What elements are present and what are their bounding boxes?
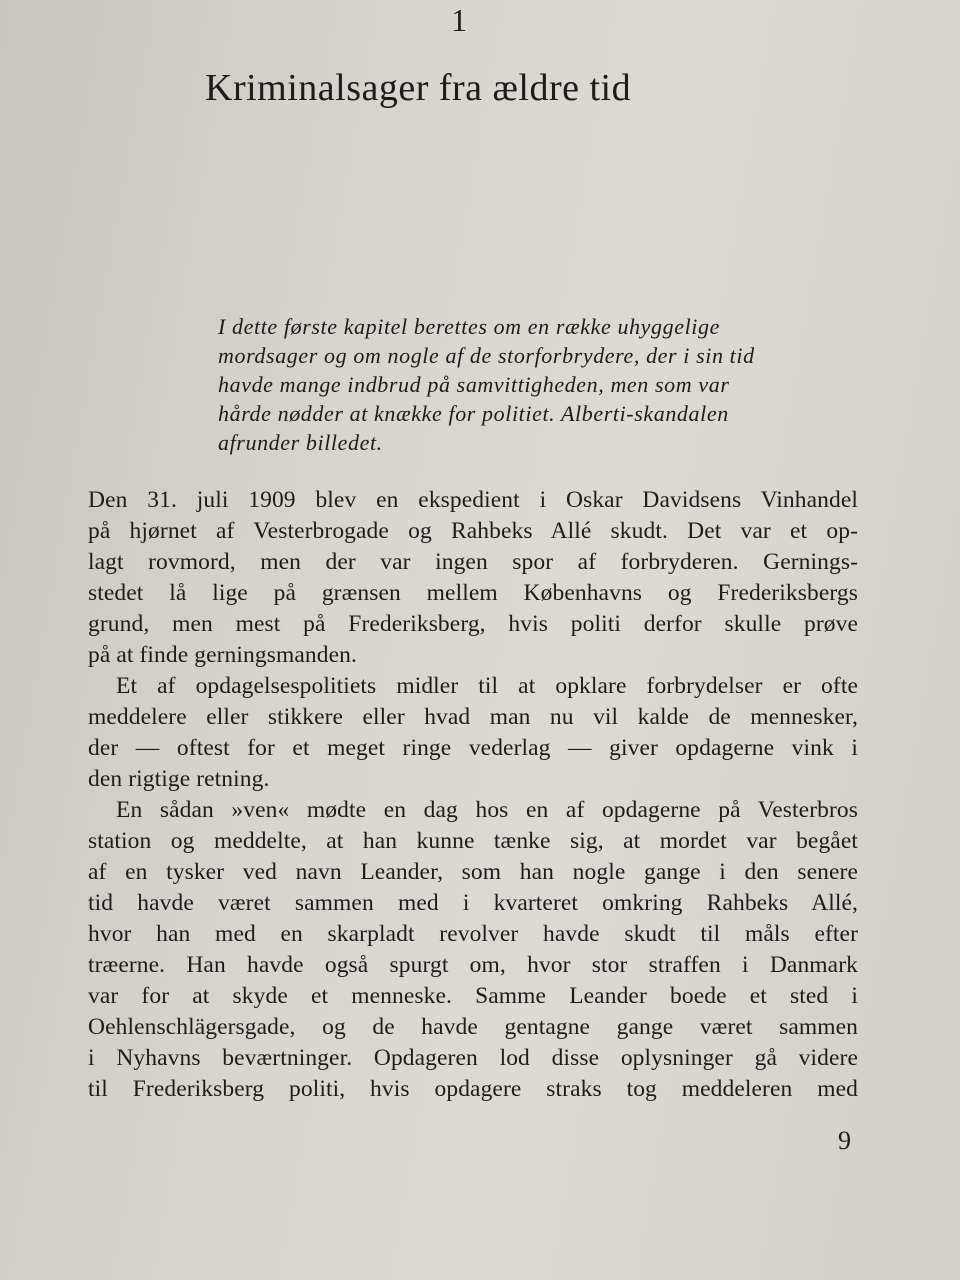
body-line: var for at skyde et menneske. Samme Leander boede et sted i: [88, 983, 858, 1009]
body-line: grund, men mest på Frederiksberg, hvis politi derfor skulle prøve: [88, 611, 858, 637]
body-line: En sådan »ven« mødte en dag hos en af opdagerne på Vesterbros: [116, 797, 858, 823]
abstract-line: hårde nødder at knække for politiet. Alberti-skandalen: [218, 401, 729, 426]
body-line: af en tysker ved navn Leander, som han nogle gange i den senere: [88, 859, 858, 885]
body-text: [88, 485, 858, 1105]
chapter-title: Kriminalsager fra ældre tid: [205, 67, 632, 109]
body-line: træerne. Han havde også spurgt om, hvor stor straffen i Danmark: [88, 952, 858, 978]
abstract-line: afrunder billedet.: [218, 430, 383, 455]
page-number: 9: [838, 1126, 851, 1155]
body-line: hvor han med en skarpladt revolver havde skudt til måls efter: [88, 921, 858, 947]
body-line: Et af opdagelsespolitiets midler til at opklare forbrydelser er ofte: [116, 673, 858, 699]
body-line: til Frederiksberg politi, hvis opdagere straks tog meddeleren med: [88, 1076, 858, 1102]
abstract-line: havde mange indbrud på samvittigheden, men som var: [218, 372, 730, 397]
body-line: der — oftest for et meget ringe vederlag — giver opdagerne vink i: [88, 735, 858, 761]
body-line: på at finde gerningsmanden.: [88, 642, 357, 668]
body-line: lagt rovmord, men der var ingen spor af forbryderen. Gernings-: [88, 549, 858, 575]
body-line: Den 31. juli 1909 blev en ekspedient i Oskar Davidsens Vinhandel: [88, 487, 858, 513]
body-line: i Nyhavns beværtninger. Opdageren lod disse oplysninger gå videre: [88, 1045, 858, 1071]
body-line: meddelere eller stikkere eller hvad man nu vil kalde de mennesker,: [88, 704, 858, 730]
body-line: station og meddelte, at han kunne tænke sig, at mordet var begået: [88, 828, 858, 854]
abstract-line: I dette første kapitel berettes om en række uhyggelige: [218, 314, 720, 339]
abstract-line: mordsager og om nogle af de storforbrydere, der i sin tid: [218, 343, 755, 368]
body-line: på hjørnet af Vesterbrogade og Rahbeks Allé skudt. Det var et op-: [88, 518, 858, 544]
body-line: tid havde været sammen med i kvarteret omkring Rahbeks Allé,: [88, 890, 858, 916]
body-line: Oehlenschlägersgade, og de havde gentagne gange været sammen: [88, 1014, 858, 1040]
body-line: den rigtige retning.: [88, 766, 270, 792]
body-line: stedet lå lige på grænsen mellem Københavns og Frederiksbergs: [88, 580, 858, 606]
chapter-abstract: [218, 312, 850, 457]
chapter-number: 1: [451, 2, 467, 38]
